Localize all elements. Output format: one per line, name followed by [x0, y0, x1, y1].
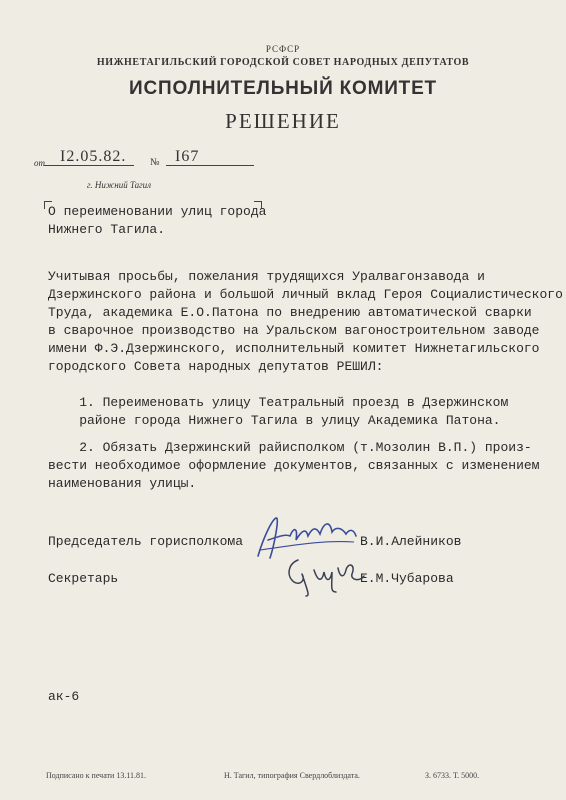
decision-number: I67	[175, 148, 200, 165]
footer-order: З. 6733. Т. 5000.	[425, 771, 480, 780]
header-rsfsr: РСФСР	[265, 44, 301, 54]
secretary-signature	[280, 552, 372, 598]
document-code: ак-6	[48, 689, 80, 704]
secretary-title: Секретарь	[48, 571, 119, 586]
date-label: от	[34, 158, 45, 168]
preamble-paragraph: Учитывая просьбы, пожелания трудящихся Уралвагонзавода и Дзержинского района и большой личный вклад Героя Социалистического Труда, академика Е.О.Патона по внедрению автоматической сварки в сварочное производство на Уральском вагоностроительном заводе имени Ф.Э.Дзержинского, исполнительный комитет Нижнетагильского городского Совета народных депутатов РЕШИЛ:	[48, 269, 563, 374]
document-type-title: РЕШЕНИЕ	[225, 109, 341, 133]
secretary-name: Е.М.Чубарова	[360, 571, 454, 586]
decision-date: I2.05.82.	[60, 148, 127, 165]
number-underline	[166, 165, 254, 166]
chair-name: В.И.Алейников	[360, 534, 462, 549]
header-committee: ИСПОЛНИТЕЛЬНЫЙ КОМИТЕТ	[129, 78, 437, 99]
resolution-item-1: 1. Переименовать улицу Театральный проезд в Дзержинском районе города Нижнего Тагила в улицу Академика Патона.	[79, 395, 509, 428]
chair-title: Председатель горисполкома	[48, 534, 244, 549]
subject-text: О переименовании улиц города Нижнего Тагила.	[48, 204, 267, 237]
place-of-issue: г. Нижний Тагил	[87, 180, 152, 190]
number-label: №	[150, 157, 160, 168]
header-council: НИЖНЕТАГИЛЬСКИЙ ГОРОДСКОЙ СОВЕТ НАРОДНЫХ ДЕПУТАТОВ	[96, 57, 470, 68]
date-underline	[44, 165, 134, 166]
resolution-item-2: 2. Обязать Дзержинский райисполком (т.Мозолин В.П.) произ- вести необходимое оформление документов, связанных с изменением наименования улицы.	[48, 440, 540, 491]
footer-printer: Н. Тагил, типография Свердлоблиздата.	[224, 771, 360, 780]
footer-printed: Подписано к печати 13.11.81.	[46, 771, 147, 780]
